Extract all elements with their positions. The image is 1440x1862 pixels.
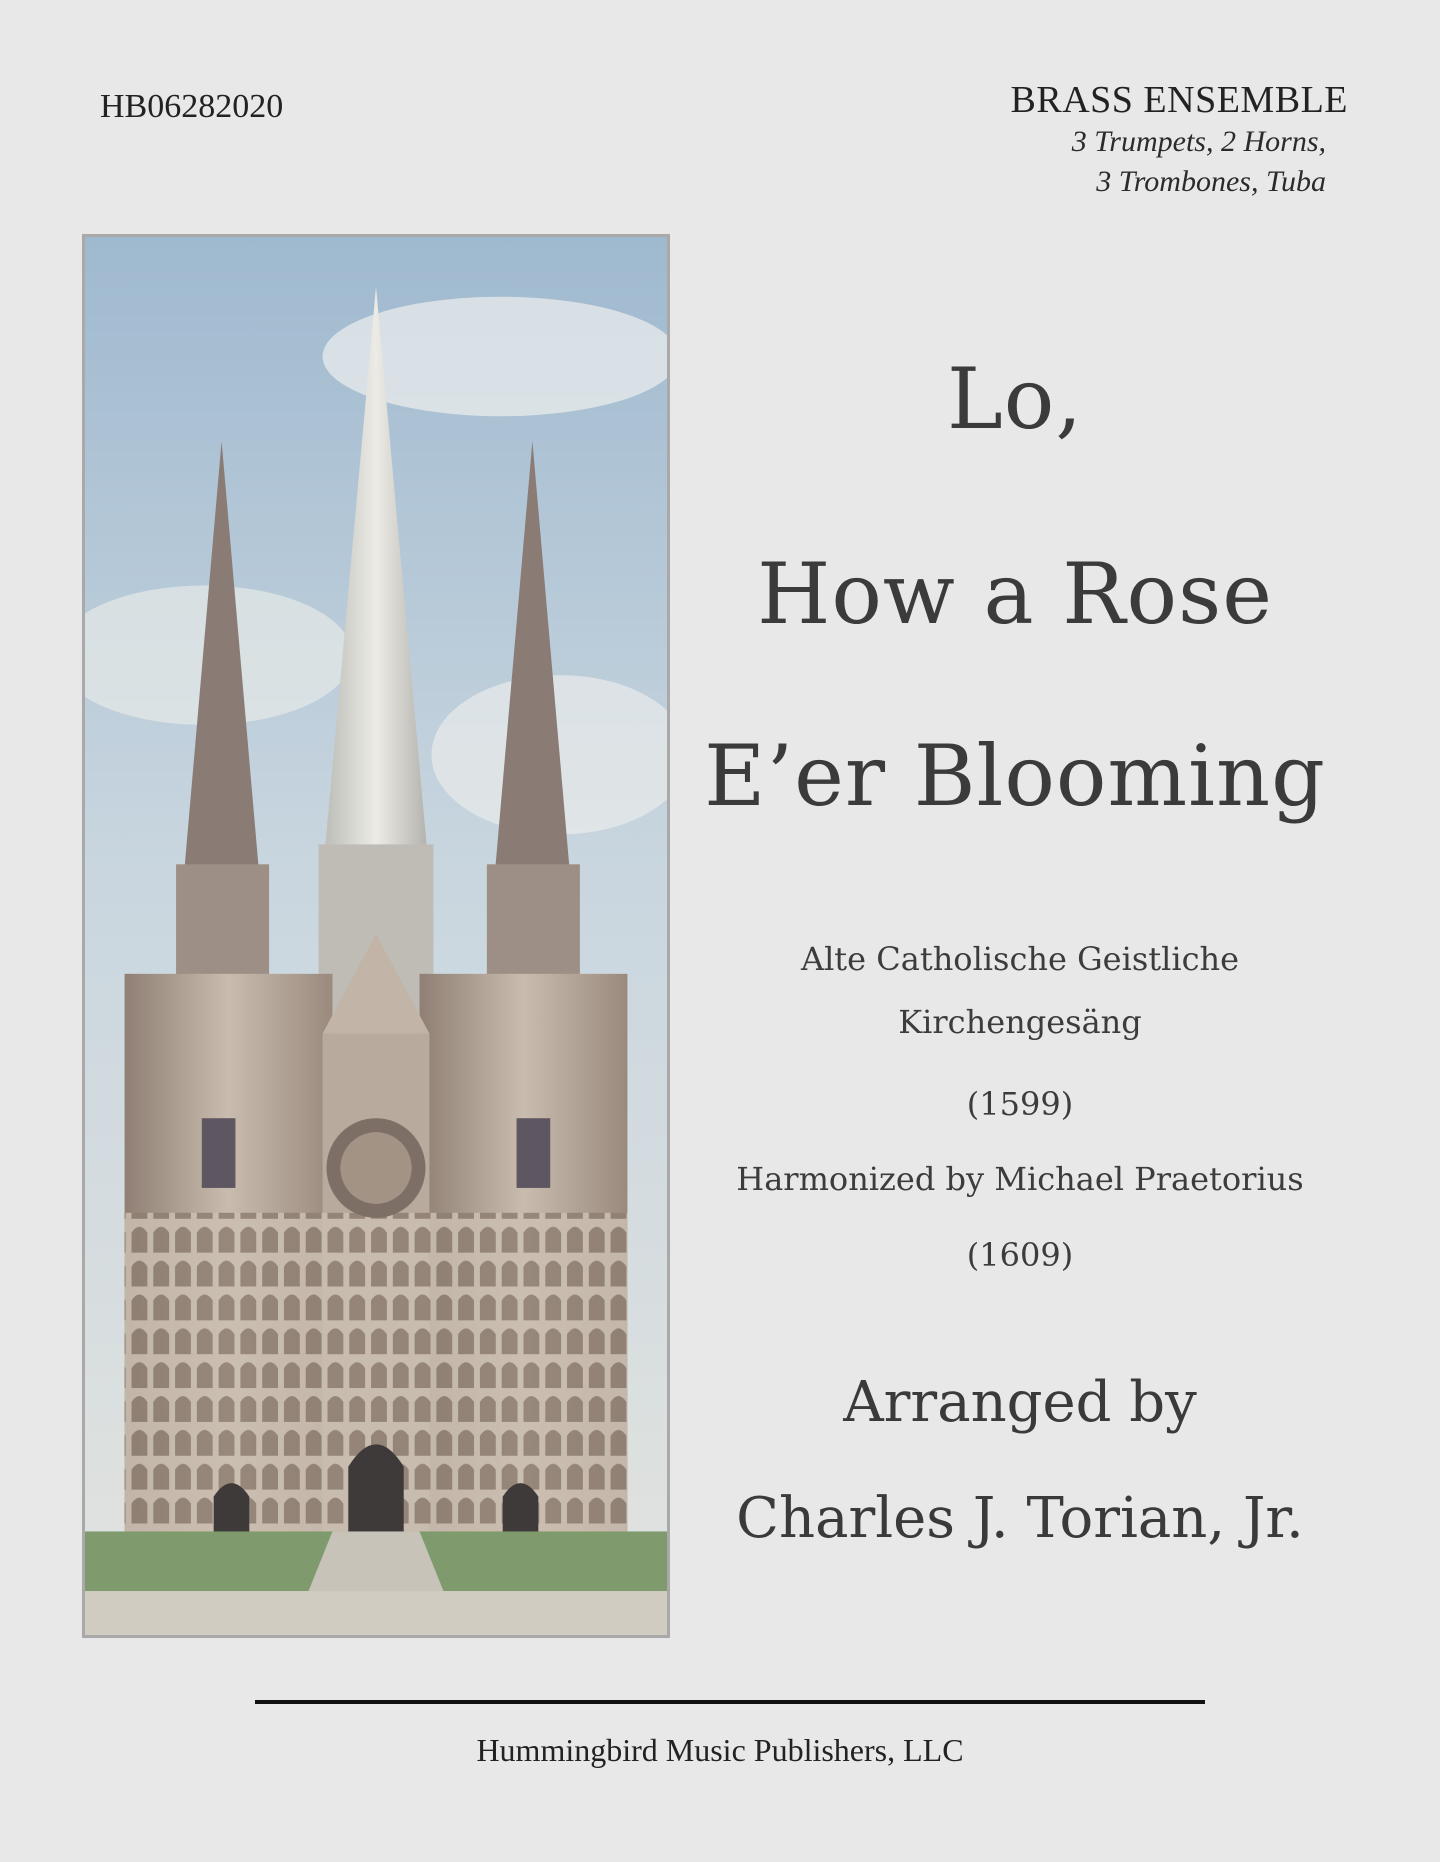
source-year-1: (1599) <box>966 1085 1074 1123</box>
harmonized-by: Harmonized by Michael Praetorius <box>736 1160 1304 1198</box>
arranger-name: Charles J. Torian, Jr. <box>736 1486 1304 1551</box>
ensemble-type: BRASS ENSEMBLE <box>1010 79 1348 121</box>
instrumentation-line-1: 3 Trumpets, 2 Horns, <box>1071 125 1326 158</box>
cathedral-illustration <box>82 234 670 1638</box>
source-year-2: (1609) <box>966 1236 1074 1274</box>
title-line-1: Lo, <box>946 350 1084 448</box>
catalog-number: HB06282020 <box>100 88 284 125</box>
footer-rule <box>255 1700 1205 1704</box>
instrumentation-line-2: 3 Trombones, Tuba <box>1096 165 1326 198</box>
title-line-2: How a Rose <box>757 545 1273 643</box>
title-line-3: E’er Blooming <box>704 727 1326 825</box>
cathedral-drawing <box>85 237 667 1635</box>
ensemble-block <box>848 78 1348 202</box>
source-line-1: Alte Catholische Geistliche <box>800 940 1240 978</box>
source-line-2: Kirchengesäng <box>898 1003 1142 1041</box>
arranged-by-label: Arranged by <box>843 1370 1197 1435</box>
publisher: Hummingbird Music Publishers, LLC <box>476 1732 964 1768</box>
